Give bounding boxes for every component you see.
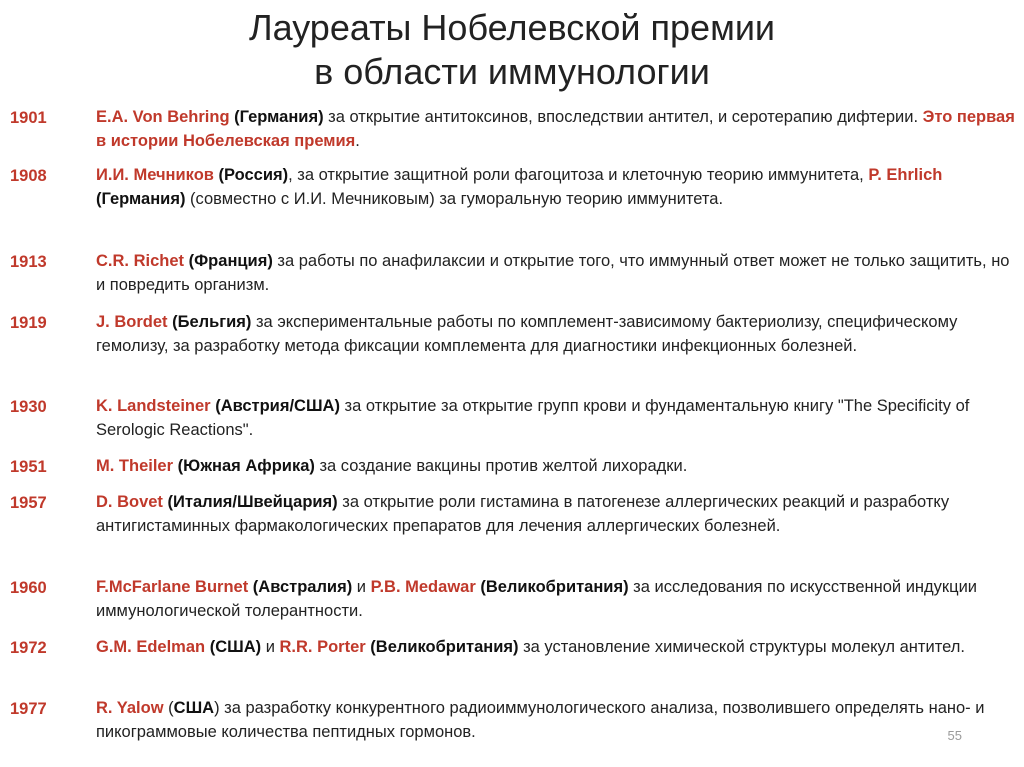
laureate-name: M. Theiler bbox=[96, 457, 174, 475]
page-title bbox=[0, 6, 1024, 94]
entry-text-part: ( bbox=[163, 699, 174, 717]
entry-text bbox=[96, 311, 1016, 358]
entry-text-part: за открытие за открытие групп крови и фундаментальную книгу "The Specificity of Serologic Reactions". bbox=[96, 397, 970, 439]
laureate-country: (Германия) bbox=[96, 189, 186, 208]
laureate-country: (Франция) bbox=[188, 252, 273, 270]
laureate-name: C.R. Richet bbox=[96, 252, 185, 270]
laureate-name: K. Landsteiner bbox=[96, 397, 211, 415]
entry-year: 1919 bbox=[10, 314, 47, 332]
entry-year: 1951 bbox=[10, 458, 47, 476]
laureate-name: Это первая в истории Нобелевская премия bbox=[96, 108, 1015, 150]
entry-year: 1972 bbox=[10, 639, 47, 657]
entry-text bbox=[96, 395, 1016, 442]
laureate-name: R. Yalow bbox=[96, 699, 164, 717]
laureate-name: E.A. Von Behring bbox=[96, 108, 230, 126]
entry-year: 1901 bbox=[10, 109, 47, 127]
entry-text-part: за экспериментальные работы по комплемент-зависимому бактериолизу, специфическому гемолизу, за разработку метода фиксации комплемента для диагностики инфекционных болезней. bbox=[96, 313, 958, 355]
laureate-country: (Россия) bbox=[218, 166, 289, 184]
entry-text bbox=[96, 455, 1016, 479]
laureate-country: (Австрия/США) bbox=[215, 397, 340, 415]
laureate-name: P. Ehrlich bbox=[868, 166, 943, 184]
entry-year: 1960 bbox=[10, 579, 47, 597]
entry-text-part: за установление химической структуры молекул антител. bbox=[518, 638, 965, 656]
entry-text-part: и bbox=[261, 638, 280, 656]
entry-text-part: за открытие роли гистамина в патогенезе аллергических реакций и разработку антигистаминных фармакологических препаратов для лечения аллергических болезней. bbox=[96, 493, 950, 535]
entry-text bbox=[96, 250, 1016, 297]
laureate-name: G.M. Edelman bbox=[96, 638, 206, 656]
entry-year: 1957 bbox=[10, 494, 47, 512]
entry-text-part: (совместно с И.И. Мечниковым) за гуморальную теорию иммунитета. bbox=[185, 189, 724, 208]
entry-year: 1977 bbox=[10, 700, 47, 718]
laureate-country: США bbox=[173, 699, 215, 717]
entry-text bbox=[96, 576, 1016, 623]
entry-text-part: ) за разработку конкурентного радиоиммунологического анализа, позволившего определять нано- и пикограммовые количества пептидных гормонов. bbox=[96, 699, 985, 741]
laureate-country: (Германия) bbox=[234, 108, 324, 126]
laureate-country: (Великобритания) bbox=[370, 638, 519, 656]
laureate-country: (Австралия) bbox=[252, 578, 353, 596]
entry-text bbox=[96, 491, 1016, 538]
entry-text bbox=[96, 164, 1016, 211]
laureate-country: (Великобритания) bbox=[480, 578, 629, 596]
laureate-name: D. Bovet bbox=[96, 493, 163, 511]
entry-text-part: за открытие антитоксинов, впоследствии антител, и серотерапию дифтерии. bbox=[323, 108, 923, 126]
entry-year: 1913 bbox=[10, 253, 47, 271]
laureate-name: R.R. Porter bbox=[279, 638, 366, 656]
entry-text bbox=[96, 106, 1016, 153]
entry-year: 1930 bbox=[10, 398, 47, 416]
laureate-name: P.B. Medawar bbox=[370, 578, 476, 596]
entry-text-part: . bbox=[355, 131, 360, 150]
entry-text bbox=[96, 697, 1016, 744]
entry-text-part: за работы по анафилаксии и открытие того, что иммунный ответ может не только защитить, но и повредить организм. bbox=[96, 252, 1010, 294]
entry-text-part: за исследования по искусственной индукции иммунологической толерантности. bbox=[96, 578, 978, 620]
title-line-1: Лауреаты Нобелевской премии bbox=[248, 7, 776, 48]
laureate-name: И.И. Мечников bbox=[96, 166, 214, 184]
entry-text bbox=[96, 636, 1016, 660]
laureate-name: F.McFarlane Burnet bbox=[96, 578, 249, 596]
laureate-name: J. Bordet bbox=[96, 313, 168, 331]
laureate-country: (Южная Африка) bbox=[177, 457, 315, 475]
title-line-2: в области иммунологии bbox=[314, 51, 710, 92]
entry-text-part: , за открытие защитной роли фагоцитоза и клеточную теорию иммунитета, bbox=[288, 166, 869, 184]
laureate-country: (США) bbox=[209, 638, 262, 656]
entry-text-part: и bbox=[352, 578, 371, 596]
laureate-country: (Италия/Швейцария) bbox=[167, 493, 338, 511]
page-number: 55 bbox=[947, 728, 962, 743]
entry-year: 1908 bbox=[10, 167, 47, 185]
entry-text-part: за создание вакцины против желтой лихорадки. bbox=[314, 457, 688, 475]
laureate-country: (Бельгия) bbox=[172, 313, 252, 331]
